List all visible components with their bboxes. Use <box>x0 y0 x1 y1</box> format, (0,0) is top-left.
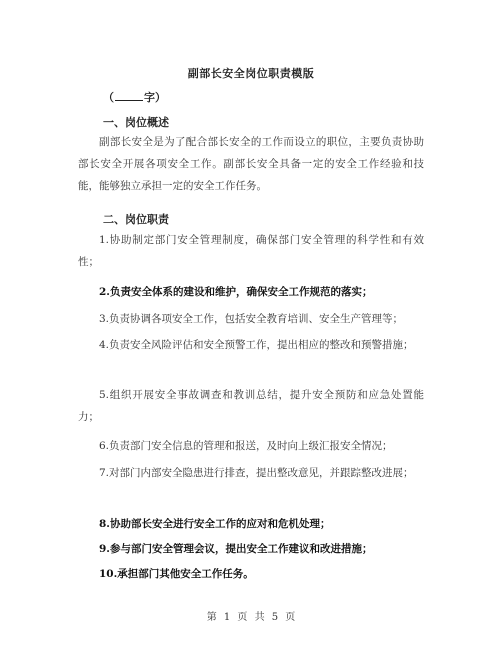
duty-item-2: 2.负责安全体系的建设和维护，确保安全工作规范的落实； <box>99 286 373 298</box>
duty-item-9: 9.参与部门安全管理会议，提出安全工作建议和改进措施； <box>99 543 373 555</box>
duty-item-5: 5.组织开展安全事故调查和教训总结，提升安全预防和应急处置能力； <box>78 389 424 423</box>
word-count-blank <box>115 91 143 101</box>
duty-item-7: 7.对部门内部安全隐患进行排查，提出整改意见，并跟踪整改进展； <box>99 467 414 479</box>
section-heading-overview: 一、岗位概述 <box>103 116 169 129</box>
document-title: 副部长安全岗位职责模版 <box>187 67 315 80</box>
duty-item-6: 6.负责部门安全信息的管理和报送，及时向上级汇报安全情况； <box>99 440 393 452</box>
word-count-line <box>103 89 166 105</box>
duty-item-10: 10.承担部门其他安全工作任务。 <box>99 568 254 580</box>
duty-item-1: 1.协助制定部门安全管理制度，确保部门安全管理的科学性和有效性； <box>78 234 424 268</box>
section-heading-duties: 二、岗位职责 <box>103 213 169 226</box>
overview-paragraph: 副部长安全是为了配合部长安全的工作而设立的职位，主要负责协助部长安全开展各项安全工作。副部长安全具备一定的安全工作经验和技能，能够独立承担一定的安全工作任务。 <box>78 136 424 192</box>
word-count-open: （ <box>103 91 114 104</box>
duty-item-4: 4.负责安全风险评估和安全预警工作，提出相应的整改和预警措施； <box>99 339 414 351</box>
duty-item-8: 8.协助部长安全进行安全工作的应对和危机处理； <box>99 518 331 530</box>
duty-item-3: 3.负责协调各项安全工作，包括安全教育培训、安全生产管理等； <box>99 313 404 325</box>
page-footer: 第 1 页 共 5 页 <box>206 612 296 623</box>
word-count-close: 字） <box>144 91 166 104</box>
